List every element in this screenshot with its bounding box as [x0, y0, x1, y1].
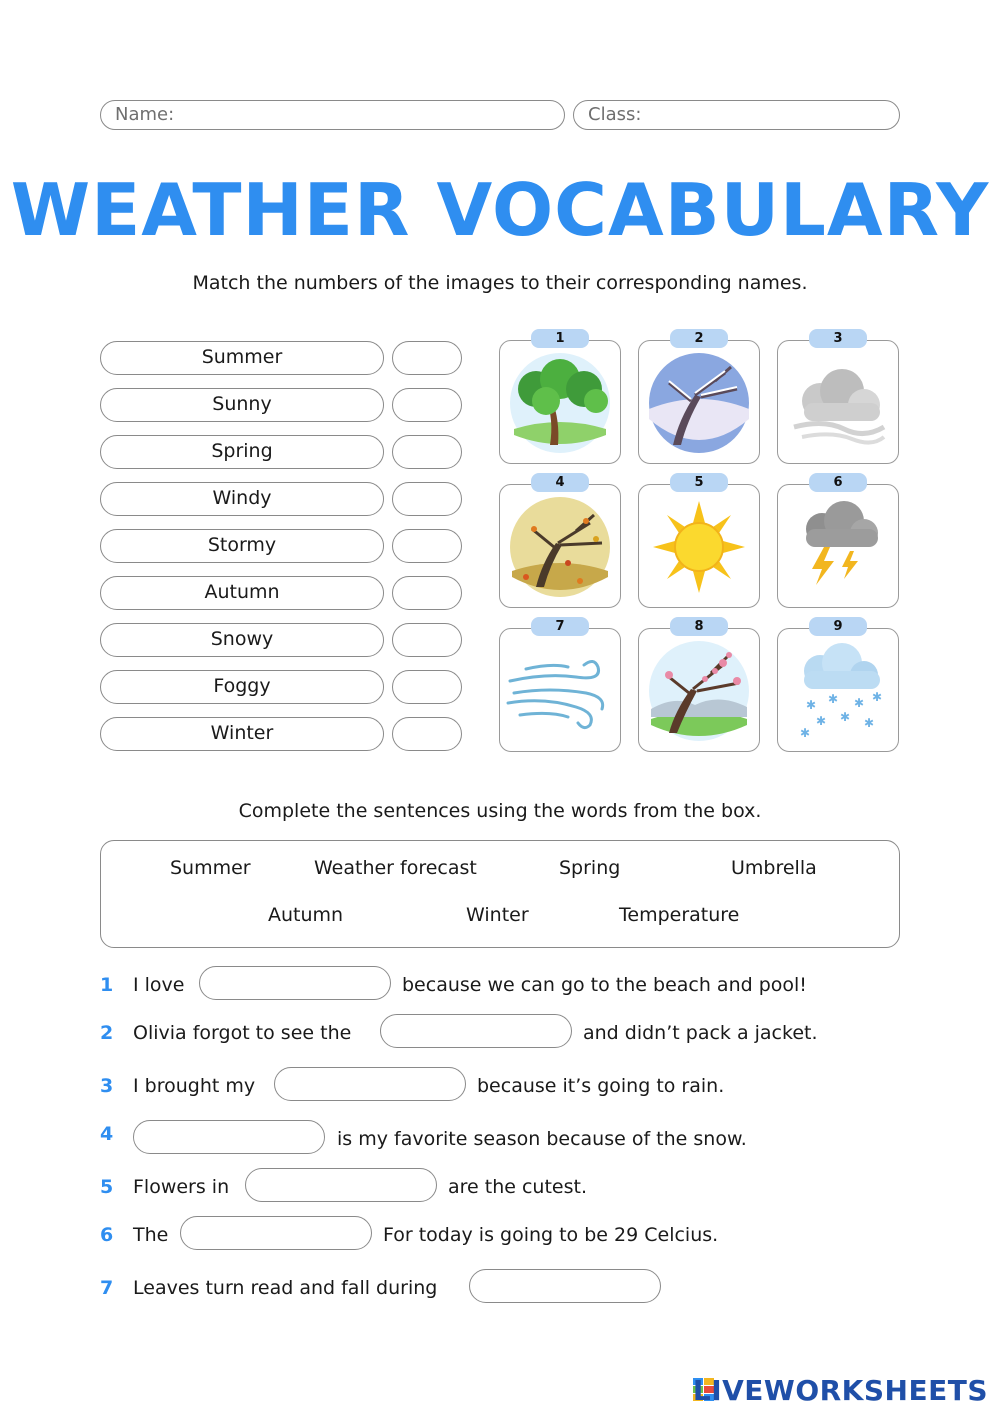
fog-cloud-icon: [784, 349, 892, 457]
autumn-tree-icon: [506, 493, 614, 601]
svg-text:✱: ✱: [840, 710, 851, 724]
sentence-text-after: because it’s going to rain.: [477, 1075, 725, 1097]
brand-name[interactable]: LIVEWORKSHEETS: [692, 1374, 988, 1407]
card-number-badge: 5: [670, 473, 728, 492]
match-word-pill: Sunny: [100, 388, 384, 422]
sentence-text-before: I love: [133, 974, 185, 996]
sentence-number: 1: [100, 974, 114, 996]
match-word-pill: Winter: [100, 717, 384, 751]
sentence-blank-input[interactable]: [133, 1120, 325, 1154]
class-field[interactable]: [573, 100, 900, 130]
svg-text:✱: ✱: [816, 714, 827, 728]
match-answer-input[interactable]: [392, 341, 462, 375]
card-number-badge: 7: [531, 617, 589, 636]
svg-text:✱: ✱: [828, 692, 839, 706]
sentence-text-before: Flowers in: [133, 1176, 230, 1198]
svg-text:✱: ✱: [800, 726, 811, 740]
image-card-4: [499, 475, 621, 608]
image-card-9: [777, 619, 899, 752]
image-card-8: [638, 619, 760, 752]
match-word-pill: Foggy: [100, 670, 384, 704]
svg-text:✱: ✱: [806, 698, 817, 712]
match-answer-input[interactable]: [392, 717, 462, 751]
match-answer-input[interactable]: [392, 435, 462, 469]
page-title: WEATHER VOCABULARY: [10, 168, 990, 252]
sentence-blank-input[interactable]: [245, 1168, 437, 1202]
sentence-blank-input[interactable]: [180, 1216, 372, 1250]
word-box-item: Spring: [559, 857, 621, 879]
match-word-pill: Stormy: [100, 529, 384, 563]
card-number-badge: 1: [531, 329, 589, 348]
sentence-text-after: because we can go to the beach and pool!: [402, 974, 807, 996]
match-word-pill: Spring: [100, 435, 384, 469]
svg-text:✱: ✱: [854, 696, 865, 710]
match-answer-input[interactable]: [392, 388, 462, 422]
card-number-badge: 6: [809, 473, 867, 492]
sentence-number: 6: [100, 1224, 114, 1246]
storm-cloud-icon: [784, 493, 892, 601]
sentence-text-after: and didn’t pack a jacket.: [583, 1022, 818, 1044]
sentences-instruction: Complete the sentences using the words from the box.: [238, 800, 762, 822]
sentence-number: 2: [100, 1022, 114, 1044]
match-word-pill: Autumn: [100, 576, 384, 610]
match-answer-input[interactable]: [392, 670, 462, 704]
class-label: Class:: [588, 104, 642, 125]
sentence-text-before: The: [133, 1224, 169, 1246]
sentence-number: 5: [100, 1176, 114, 1198]
image-card-1: [499, 331, 621, 464]
sentence-text-before: I brought my: [133, 1075, 256, 1097]
word-box-item: Temperature: [619, 904, 740, 926]
match-word-pill: Summer: [100, 341, 384, 375]
match-word-pill: Snowy: [100, 623, 384, 657]
summer-tree-icon: [506, 349, 614, 457]
sentence-blank-input[interactable]: [469, 1269, 661, 1303]
sentence-number: 3: [100, 1075, 114, 1097]
sentence-text-after: For today is going to be 29 Celcius.: [383, 1224, 719, 1246]
winter-tree-icon: [645, 349, 753, 457]
sentence-number: 4: [100, 1123, 114, 1145]
sentence-text-before: Olivia forgot to see the: [133, 1022, 352, 1044]
card-number-badge: 2: [670, 329, 728, 348]
image-card-5: [638, 475, 760, 608]
svg-text:✱: ✱: [864, 716, 875, 730]
spring-tree-icon: [645, 637, 753, 745]
match-answer-input[interactable]: [392, 482, 462, 516]
sentence-text-after: are the cutest.: [448, 1176, 588, 1198]
image-card-7: [499, 619, 621, 752]
match-answer-input[interactable]: [392, 623, 462, 657]
sun-icon: [645, 493, 753, 601]
image-card-2: [638, 331, 760, 464]
svg-text:✱: ✱: [872, 690, 883, 704]
snow-cloud-icon: [784, 637, 892, 745]
name-field[interactable]: [100, 100, 565, 130]
match-answer-input[interactable]: [392, 529, 462, 563]
word-box-item: Umbrella: [731, 857, 817, 879]
card-number-badge: 3: [809, 329, 867, 348]
image-card-6: [777, 475, 899, 608]
sentence-blank-input[interactable]: [274, 1067, 466, 1101]
card-number-badge: 8: [670, 617, 728, 636]
wind-icon: [506, 637, 614, 745]
card-number-badge: 4: [531, 473, 589, 492]
word-box-item: Winter: [466, 904, 529, 926]
sentence-blank-input[interactable]: [199, 966, 391, 1000]
match-answer-input[interactable]: [392, 576, 462, 610]
match-word-pill: Windy: [100, 482, 384, 516]
sentence-text-after: is my favorite season because of the snow.: [337, 1128, 747, 1150]
image-card-3: [777, 331, 899, 464]
matching-instruction: Match the numbers of the images to their corresponding names.: [192, 272, 808, 294]
name-label: Name:: [115, 104, 175, 125]
sentence-text-before: Leaves turn read and fall during: [133, 1277, 438, 1299]
sentence-number: 7: [100, 1277, 114, 1299]
card-number-badge: 9: [809, 617, 867, 636]
word-box-item: Weather forecast: [314, 857, 477, 879]
word-box-item: Autumn: [268, 904, 344, 926]
sentence-blank-input[interactable]: [380, 1014, 572, 1048]
word-box-item: Summer: [170, 857, 251, 879]
